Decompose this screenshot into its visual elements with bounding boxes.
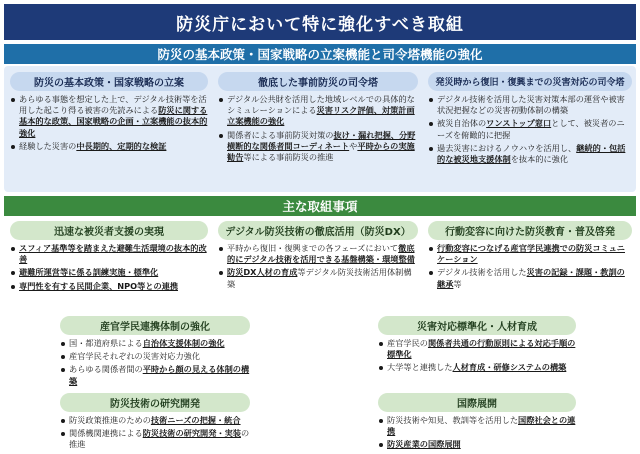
emphasis-text: 国際社会との連携 [387,415,576,437]
body-text: 経験した災害の [19,140,77,151]
emphasis-text: 行動変容につなげる産官学民連携での防災コミュニケーション [437,243,625,265]
card-heading: 防災技術の研究開発 [60,393,250,412]
emphasis-text: 抜け・漏れ把握、分野横断的な関係者間コーディネート [227,129,416,151]
card-item-list [10,243,208,292]
emphasis-text: 技術ニーズの把握・統合 [150,415,241,425]
emphasis-text: 継続的・包括的な被災地支援体制 [437,142,626,165]
body-text: デジタル技術を活用した [437,267,527,278]
body-text: 等による事前防災の推進 [243,152,334,163]
list-item [60,415,250,426]
body-text: デジタル技術を活用した災害対策本部の運営や被害状況把握などの災害初動体制の構築 [437,94,625,116]
card-heading: 災害対応標準化・人材育成 [378,316,576,335]
list-item [218,94,418,128]
body-text: 国・都道府県による [69,338,143,348]
section-heading-initiatives: 主な取組事項 [4,196,636,216]
list-item [10,243,208,265]
list-item [428,94,632,116]
body-text: や [349,140,358,151]
list-item [428,243,632,265]
card-item-list [60,338,250,387]
emphasis-text: 災害リスク評価、対策計画立案機能の強化 [227,105,415,127]
card-item-list [218,243,418,290]
list-item [218,130,418,164]
body-text: 関係機関連携による [69,428,143,439]
section-heading-policy: 防災の基本政策・国家戦略の立案機能と司令塔機能の強化 [4,44,636,64]
list-item [10,141,208,152]
emphasis-text: 災害の記録・課題・教訓の継承 [437,267,625,289]
body-text: 関係者による事前防災対策の [227,129,334,140]
body-text: 等デジタル防災技術活用体制構築 [227,267,412,289]
initiative-card [218,221,418,292]
page-title: 防災庁において特に強化すべき取組 [4,4,636,40]
body-text: 産官学民の [387,338,428,348]
emphasis-text: 防災DX人材の育成 [227,267,298,278]
card-heading: 徹底した事前防災の司令塔 [218,72,418,91]
body-text: 等 [453,278,462,289]
list-item [218,243,418,265]
list-item [218,267,418,289]
emphasis-text: 防災に関する基本的な政策、国家戦略の企画・立案機能の抜本的強化 [19,105,208,138]
body-text: あらゆる事態を想定した上で、デジタル技術等を活用した起こり得る被害の先読みによる [19,94,207,116]
list-item [10,94,208,139]
body-text: の推進 [69,428,250,450]
initiative-card [378,393,576,453]
emphasis-text: 関係者共通の行動原則による対応手順の標準化 [387,338,576,360]
emphasis-text: 防災産業の国際展開 [387,439,461,450]
card-heading: デジタル防災技術の徹底活用（防災DX） [218,221,418,240]
emphasis-text: 専門性を有する民間企業、NPO等との連携 [19,280,179,291]
emphasis-text: 平時から顔の見える体制の構築 [69,364,250,386]
list-item [378,439,576,450]
body-text: 防災技術や知見、教訓等を活用した [387,415,519,425]
list-item [60,428,250,450]
policy-card [10,72,208,154]
list-item [60,351,250,362]
body-text: を抜本的に強化 [510,154,569,165]
list-item [428,118,632,140]
emphasis-text: 人材育成・研修システムの構築 [452,362,567,373]
body-text: 平時から復旧・復興までの各フェーズにおいて [227,243,399,253]
body-text: 被災自治体の [437,118,487,129]
policy-card [428,72,632,167]
emphasis-text: 防災技術の研究開発・実装 [142,428,241,439]
body-text: 防災政策推進のための [69,415,151,425]
initiative-card [428,221,632,292]
initiative-card [60,316,250,389]
body-text: 大学等と連携した [387,362,453,373]
list-item [378,362,576,373]
initiative-card [10,221,208,294]
card-heading: 発災時から復旧・復興までの災害対応の司令塔 [428,72,632,91]
card-item-list [60,415,250,451]
body-text: あらゆる関係者間の [69,364,143,375]
card-item-list [10,94,208,152]
card-heading: 迅速な被災者支援の実現 [10,221,208,240]
emphasis-text: ワンストップ窓口 [486,118,552,129]
list-item [10,267,208,278]
card-heading: 防災の基本政策・国家戦略の立案 [10,72,208,91]
list-item [428,267,632,289]
policy-card [218,72,418,165]
body-text: 過去災害におけるノウハウを活用し、 [437,142,577,153]
emphasis-text: スフィア基準等を踏まえた避難生活環境の抜本的改善 [19,243,207,265]
card-heading: 産官学民連携体制の強化 [60,316,250,335]
initiative-card [60,393,250,453]
list-item [428,143,632,165]
emphasis-text: 中長期的、定期的な検証 [76,140,167,151]
card-item-list [378,415,576,451]
emphasis-text: 平時からの実施勧告 [227,140,415,163]
list-item [60,338,250,349]
card-item-list [218,94,418,163]
list-item [378,338,576,360]
card-heading: 行動変容に向けた防災教育・普及啓発 [428,221,632,240]
list-item [378,415,576,437]
body-text: 産官学民それぞれの災害対応力強化 [69,351,201,362]
emphasis-text: 避難所運営等に係る訓練実施・標準化 [19,267,159,278]
list-item [10,281,208,292]
initiative-card [378,316,576,376]
card-item-list [378,338,576,374]
card-item-list [428,243,632,290]
card-heading: 国際展開 [378,393,576,412]
list-item [60,364,250,386]
body-text: として、被災者のニーズを俯瞰的に把握 [437,118,625,140]
body-text: デジタル公共財を活用した地域レベルでの具体的なシミュレーションによる [227,94,415,116]
card-item-list [428,94,632,165]
emphasis-text: 自治体支援体制の強化 [142,338,225,348]
emphasis-text: 徹底的にデジタル技術を活用できる基盤構築・環境整備 [227,243,415,265]
